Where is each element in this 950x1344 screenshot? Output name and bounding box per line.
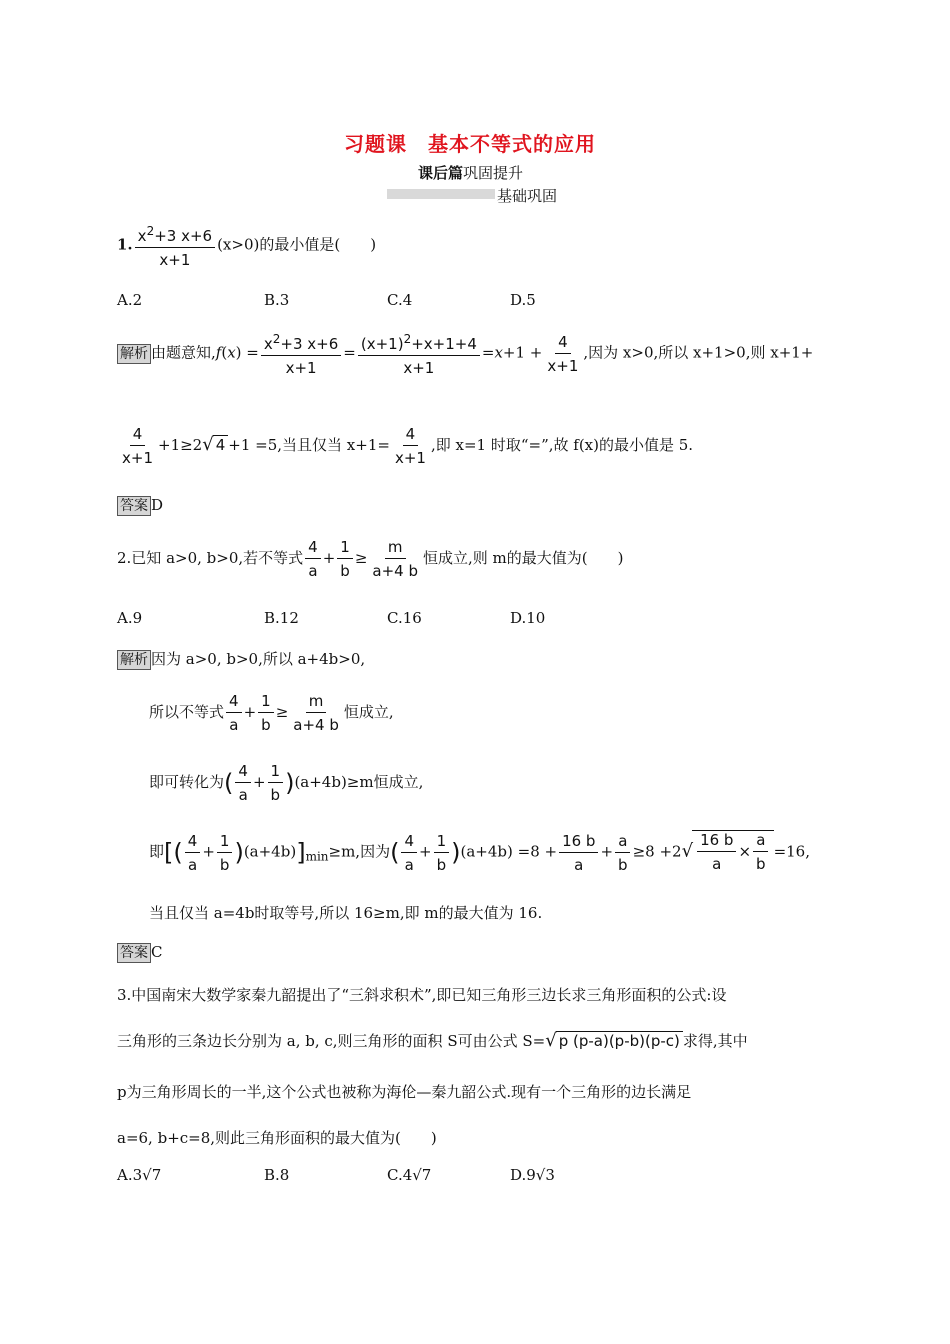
q3-option-a: A.3√7 xyxy=(117,1166,162,1184)
section-title: 基础巩固 xyxy=(497,187,558,205)
q2-line2-a: 所以不等式 xyxy=(149,703,225,721)
q1-analysis-text2: ,因为 x>0,所以 x+1>0,则 x+1+ xyxy=(583,343,814,362)
q2-analysis-line3: 即可转化为( $\frac{4}{a}$ + $\frac{1}{b}$ )(a+4b)≥m恒成立, xyxy=(149,762,424,804)
q2-analysis-line5: 当且仅当 a=4b时取等号,所以 16≥m,即 m的最大值为 16. xyxy=(149,904,543,922)
q2-analysis-line1 xyxy=(117,648,365,670)
q3-line4: a=6, b+c=8,则此三角形面积的最大值为( ) xyxy=(117,1129,437,1147)
q1-answer xyxy=(117,496,163,516)
q3-line2: 三角形的三条边长分别为 a, b, c,则三角形的面积 S可由公式 S=√ p (p-a)(p-b)(p-c) 求得,其中 xyxy=(117,1030,748,1051)
q2-line2-b: 恒成立, xyxy=(343,703,394,721)
q1-analysis-text1: 由题意知, xyxy=(151,343,216,362)
q2-option-d: D.10 xyxy=(510,609,546,627)
q2-line4-a: 即 xyxy=(149,842,165,861)
q3-option-d: D.9√3 xyxy=(510,1166,555,1184)
subtitle-rest: 巩固提升 xyxy=(463,164,524,182)
subtitle-bold: 课后篇 xyxy=(418,164,464,182)
q1-fraction: $\frac{x^2+3 x+6}{x+1}$ xyxy=(135,222,215,269)
q2-line4-b: ≥m,因为 xyxy=(328,842,391,861)
q2-stem-b: 恒成立,则 m的最大值为( ) xyxy=(423,549,624,567)
section-bar xyxy=(387,189,495,199)
q2-answer xyxy=(117,943,162,963)
q3-line3: p为三角形周长的一半,这个公式也被称为海伦—秦九韶公式.现有一个三角形的边长满足 xyxy=(117,1083,692,1101)
q2-analysis-line4: 即[( $\frac{4}{a}$ + $\frac{1}{b}$ )$(a+4b)]_{min}\ge m$,因为( $\frac{4}{a}$ + $\frac{1}{b}$ )(a+4b) =8 + $\frac{16 b}{a}$ + $\frac{a}{b}$ ≥8 +2√ $\frac{16 b}{a}$ × $\frac{a}{b}$ =16, xyxy=(149,831,810,874)
q3-line2-b: 求得,其中 xyxy=(682,1032,748,1050)
analysis-tag: 解析 xyxy=(117,650,151,670)
q1-stem xyxy=(117,222,376,269)
q2-option-b: B.12 xyxy=(264,609,299,627)
q2-stem: 2.已知 a>0, b>0,若不等式 $\frac{4}{a}$ + $\frac{1}{b}$ ≥ $\frac{m}{a+4 b}$ 恒成立,则 m的最大值为( ) xyxy=(117,538,624,580)
q2-line3-a: 即可转化为 xyxy=(149,773,225,791)
q2-answer-value: C xyxy=(151,943,163,961)
q2-line4-c: =16, xyxy=(773,842,810,861)
q1-option-b: B.3 xyxy=(264,291,290,309)
q2-stem-a: 2.已知 a>0, b>0,若不等式 xyxy=(117,549,304,567)
q3-option-c: C.4√7 xyxy=(387,1166,432,1184)
q3-option-b: B.8 xyxy=(264,1166,290,1184)
q2-option-a: A.9 xyxy=(117,609,143,627)
q1-analysis-line2: $\frac{4}{x+1}$ +1≥2√ 4 +1 =5,当且仅当 x+1= $\frac{4}{x+1}$ ,即 x=1 时取“=”,故 f(x)的最小值是 5. xyxy=(122,425,694,467)
q1-analysis-line1: 解析 由题意知,f(x) = $\frac{x^2+3 x+6}{x+1}$ = $\frac{(x+1)^2+x+1+4}{x+1}$ =x+1 + $\frac{4}{x+1}$ ,因为 x>0,所以 x+1>0,则 x+1+ xyxy=(117,330,813,377)
analysis-tag: 解析 xyxy=(117,344,151,364)
page-title: 习题课 基本不等式的应用 xyxy=(344,132,596,156)
q1-answer-value: D xyxy=(151,496,164,514)
q1-number: 1. xyxy=(117,235,133,254)
answer-tag: 答案 xyxy=(117,496,151,516)
q1-analysis-text3: ,当且仅当 x+1= xyxy=(277,436,390,454)
page-subtitle xyxy=(418,162,523,183)
q1-analysis-text4: ,即 x=1 时取“=”,故 f(x)的最小值是 5. xyxy=(430,436,694,454)
q3-line2-a: 三角形的三条边长分别为 a, b, c,则三角形的面积 S可由公式 S= xyxy=(117,1032,546,1050)
q1-option-d: D.5 xyxy=(510,291,536,309)
answer-tag: 答案 xyxy=(117,943,151,963)
q1-stem-tail: (x>0)的最小值是( ) xyxy=(217,235,377,254)
q2-option-c: C.16 xyxy=(387,609,422,627)
q1-option-c: C.4 xyxy=(387,291,413,309)
q3-line1: 3.中国南宋大数学家秦九韶提出了“三斜求积术”,即已知三角形三边长求三角形面积的公式:设 xyxy=(117,986,727,1004)
q2-analysis-text1: 因为 a>0, b>0,所以 a+4b>0, xyxy=(151,650,366,668)
q2-analysis-line2: 所以不等式 $\frac{4}{a}$ + $\frac{1}{b}$ ≥ $\frac{m}{a+4 b}$ 恒成立, xyxy=(149,692,394,734)
q1-option-a: A.2 xyxy=(117,291,143,309)
q2-line3-b: (a+4b)≥m恒成立, xyxy=(294,773,424,791)
